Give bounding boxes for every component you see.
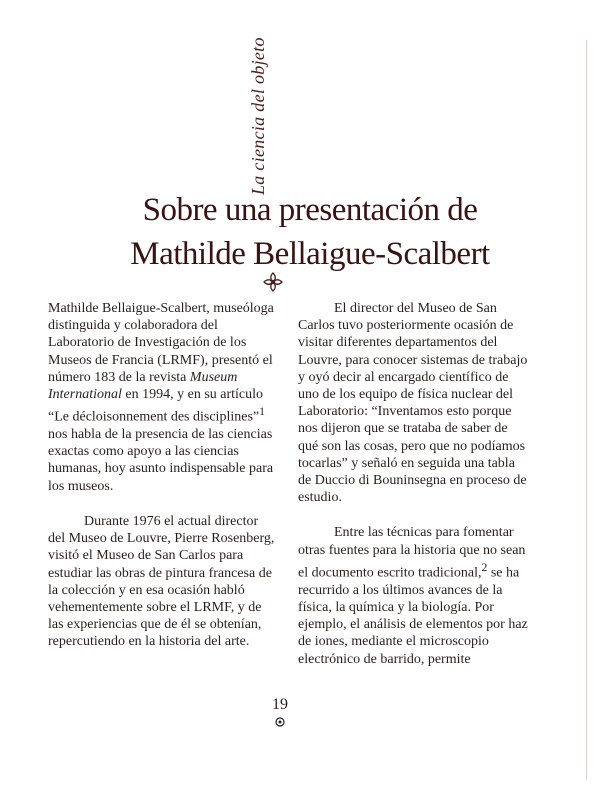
page-edge-line [586,40,587,780]
journal-title: Museum International [48,369,238,403]
paragraph-text: nos habla de la presencia de las ciencias exactas como apoyo a las ciencias humanas, hoy asunto indispensable para los museos. [48,427,274,494]
left-column [48,300,276,669]
title-line-1: Sobre una presentación de [142,192,478,228]
footnote-marker: 1 [259,405,265,419]
circled-dot-icon [275,717,285,727]
title-line-2: Mathilde Bellaigue-Scalbert [130,236,490,272]
footnote-marker: 2 [481,560,488,574]
right-column [298,300,530,686]
paragraph-text: Entre las técnicas para fomentar otras fuentes para la historia que no sean el documento escrito tradicional, [298,525,526,581]
left-paragraph-1 [48,300,276,495]
page-number: 19 [272,696,288,713]
left-paragraph-2: Durante 1976 el actual director del Museo de Louvre, Pierre Rosenberg, visitó el Museo de San Carlos para estudiar las obras de pintura francesa de la colección y en esa ocasión habló vehementemente sobre el LRMF, y de las experiencias que de él se obtenían, repercutiendo en la historia del arte. [48,513,275,650]
right-paragraph-1: El director del Museo de San Carlos tuvo posteriormente ocasión de visitar diferentes departamentos del Louvre, para conocer sistemas de trabajo y oyó decir al encargado científico de uno de los equipo de física nuclear del Laboratorio: “Inventamos esto porque nos dijeron que se trataba de saber de qué son las cosas, pero que no podíamos tocarlas” y señaló en seguida una tabla de Duccio di Bouninsegna en proceso de estudio. [298,301,528,506]
paragraph-text: Mathilde Bellaigue-Scalbert, museóloga distinguida y colaboradora del Laboratorio de Investigación de los Museos de Francia (LRMF), presentó el número 183 de la revista [48,301,274,385]
paragraph-text: se ha recurrido a los últimos avances de la física, la química y la biología. Por ejemplo, el análisis de elementos por haz de iones, mediante el microscopio electrónico de barrido, permite [298,565,528,667]
fleuron-icon [262,271,284,293]
section-label: La ciencia del objeto [248,37,268,195]
right-paragraph-2 [298,524,530,667]
paragraph-text: en 1994, y en su artículo “Le décloisonnement des disciplines” [48,387,264,425]
article-title [90,188,530,276]
